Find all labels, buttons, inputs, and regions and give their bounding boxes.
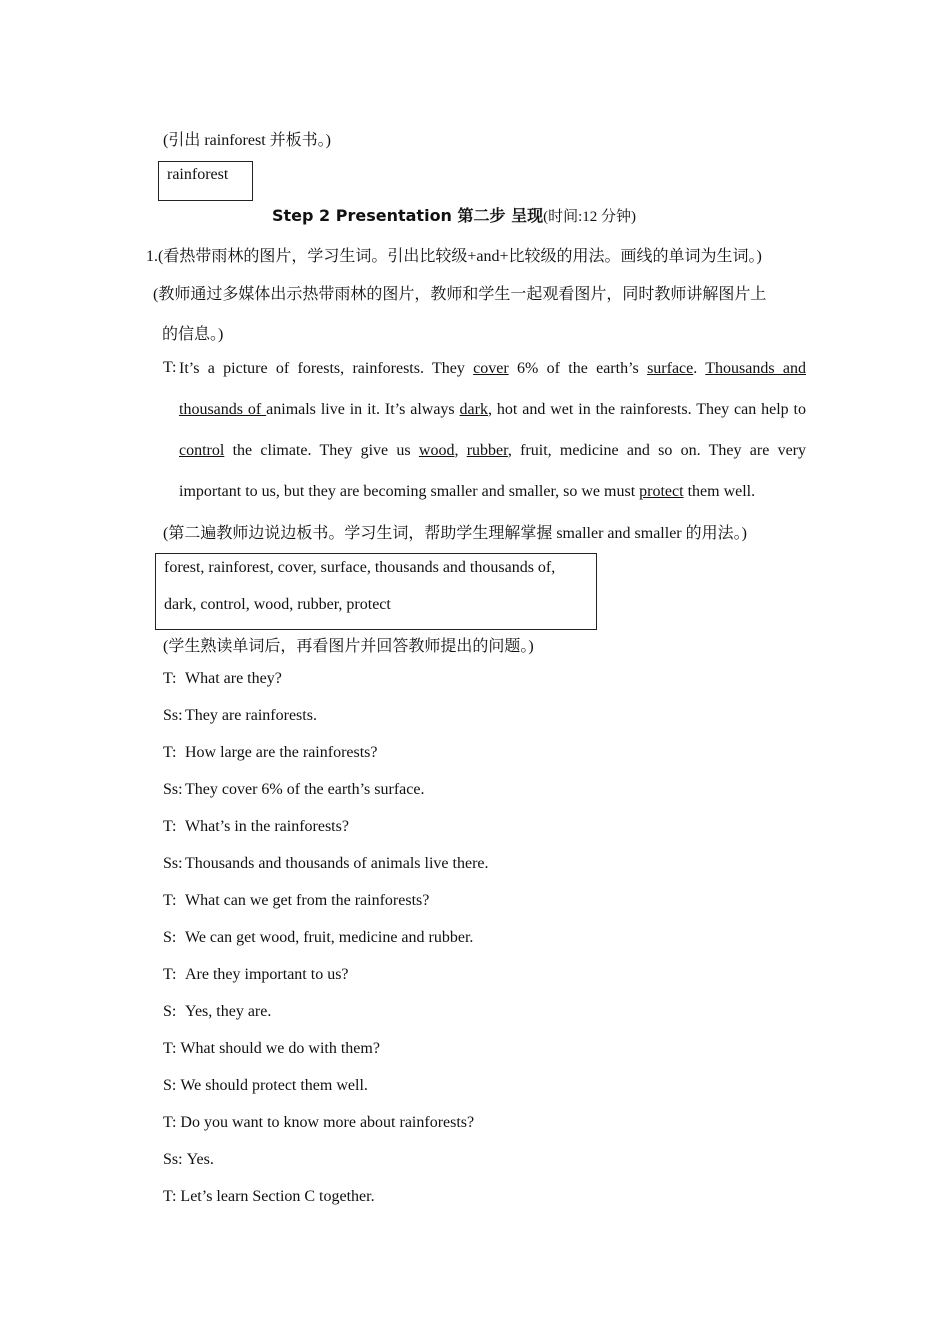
dialogue-line — [163, 855, 489, 873]
utterance: How large are the rainforests? — [185, 744, 378, 761]
new-word: surface — [647, 360, 694, 377]
dialogue-line — [163, 892, 429, 910]
utterance: They cover 6% of the earth’s surface. — [185, 781, 425, 798]
second-note: (第二遍教师边说边板书。学习生词，帮助学生理解掌握 smaller and smaller 的用法。) — [163, 525, 747, 542]
utterance: We can get wood, fruit, medicine and rubber. — [185, 929, 474, 946]
dialogue-line — [163, 1188, 375, 1206]
passage-segment: animals live in it. It’s always — [266, 401, 460, 418]
utterance: Yes, they are. — [185, 1003, 272, 1020]
utterance: They are rainforests. — [185, 707, 317, 724]
utterance: Are they important to us? — [185, 966, 349, 983]
passage-segment: , fruit, medicine and so on. They are very important to us, but they are becoming smaller and smaller, so we must — [179, 442, 806, 500]
speaker-label: T: — [163, 892, 177, 909]
passage-segment: . — [693, 360, 706, 377]
board-box-2 — [155, 553, 597, 630]
passage-segment: , — [454, 442, 467, 459]
dialogue-line — [163, 670, 282, 688]
utterance: Thousands and thousands of animals live there. — [185, 855, 489, 872]
utterance: What’s in the rainforests? — [185, 818, 349, 835]
passage-segment: the climate. They give us — [224, 442, 419, 459]
dialogue-line — [163, 781, 424, 799]
passage-segment: them well. — [683, 483, 756, 500]
board-line-1: forest, rainforest, cover, surface, thousands and thousands of, — [164, 559, 556, 576]
speaker-label: T: — [163, 966, 177, 983]
item-number: 1. — [146, 248, 158, 265]
new-word: dark — [459, 401, 488, 418]
utterance: Let’s learn Section C together. — [180, 1188, 375, 1205]
utterance: What can we get from the rainforests? — [185, 892, 430, 909]
speaker-label: T: — [163, 1040, 177, 1057]
dialogue-line — [163, 818, 349, 836]
dialogue-line — [163, 1114, 474, 1132]
passage-text — [179, 348, 806, 512]
passage-segment: , hot and wet in the rainforests. They can help to — [487, 401, 806, 418]
dialogue-line — [163, 966, 349, 984]
speaker-label: Ss: — [163, 781, 183, 798]
intro-note: (引出 rainforest 并板书。) — [163, 132, 331, 149]
new-word: protect — [639, 483, 684, 500]
speaker-label: T: — [163, 1188, 177, 1205]
speaker-label: Ss: — [163, 1151, 183, 1168]
utterance: Yes. — [186, 1151, 214, 1168]
new-word: wood — [418, 442, 455, 459]
speaker-label: T: — [163, 1114, 177, 1131]
dialogue-line — [163, 1040, 380, 1058]
step-heading — [272, 203, 636, 226]
new-word: cover — [473, 360, 509, 377]
speaker-label: T: — [163, 818, 177, 835]
item-1 — [146, 243, 762, 266]
dialogue-line — [163, 744, 378, 762]
board-line-2: dark, control, wood, rubber, protect — [164, 596, 391, 613]
utterance: What should we do with them? — [180, 1040, 380, 1057]
speaker-label: S: — [163, 1077, 177, 1094]
speaker-label: T: — [163, 744, 177, 761]
board-box-1 — [158, 161, 253, 201]
item-text: (看热带雨林的图片，学习生词。引出比较级+and+比较级的用法。画线的单词为生词。) — [158, 248, 762, 265]
speaker-label: S: — [163, 1003, 177, 1020]
speaker-label: Ss: — [163, 707, 183, 724]
new-word: control — [179, 442, 225, 459]
dialogue-line — [163, 929, 473, 947]
dialogue-line — [163, 1003, 271, 1021]
passage-speaker: T: — [163, 359, 177, 376]
teacher-note-line2: 的信息。) — [162, 326, 224, 343]
speaker-label: T: — [163, 670, 177, 687]
utterance: We should protect them well. — [180, 1077, 368, 1094]
teacher-note-line1: (教师通过多媒体出示热带雨林的图片，教师和学生一起观看图片，同时教师讲解图片上 — [153, 286, 767, 303]
new-word: Thousands and thousands of — [179, 360, 806, 418]
dialogue-line — [163, 1151, 214, 1169]
heading-main: Step 2 Presentation 第二步 呈现 — [272, 206, 544, 225]
passage-segment: 6% of the earth’s — [508, 360, 648, 377]
new-word: rubber — [466, 442, 508, 459]
speaker-label: S: — [163, 929, 177, 946]
third-note: (学生熟读单词后，再看图片并回答教师提出的问题。) — [163, 638, 534, 655]
utterance: What are they? — [185, 670, 282, 687]
speaker-label: Ss: — [163, 855, 183, 872]
dialogue-line — [163, 707, 317, 725]
passage-segment: It’s a picture of forests, rainforests. They — [179, 360, 474, 377]
utterance: Do you want to know more about rainforests? — [180, 1114, 475, 1131]
dialogue-line — [163, 1077, 368, 1095]
board-word: rainforest — [167, 166, 229, 183]
heading-time: (时间:12 分钟) — [543, 209, 637, 225]
